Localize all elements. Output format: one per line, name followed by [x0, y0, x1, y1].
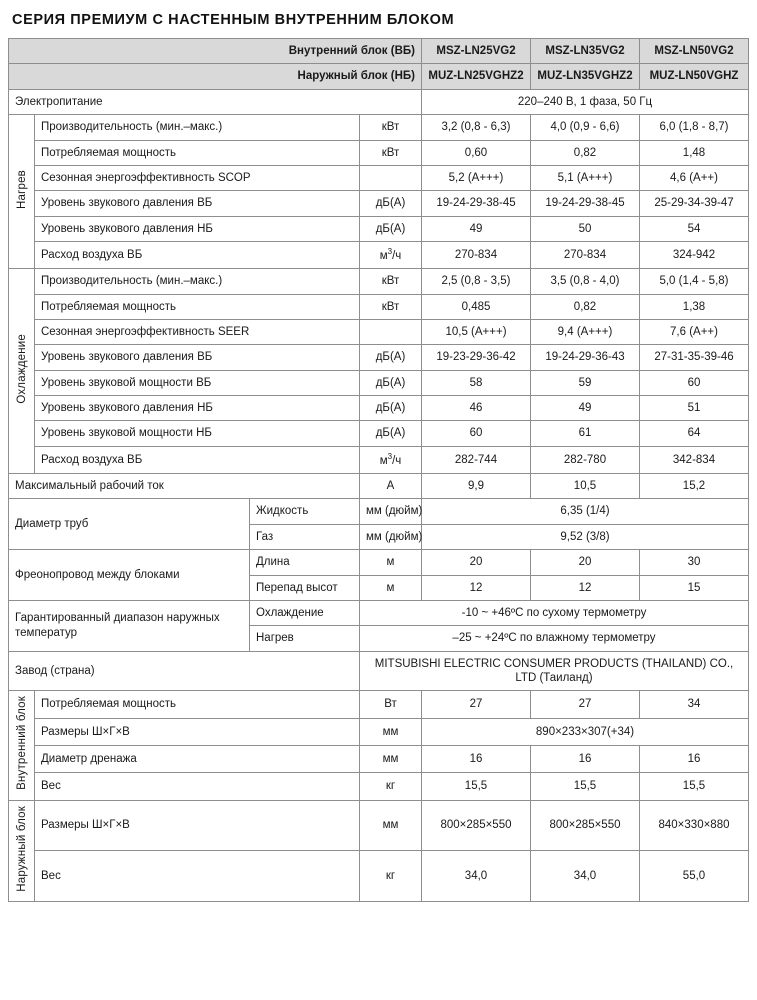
row-value-2: 0,82 — [531, 140, 640, 165]
row-value-1: 46 — [422, 396, 531, 421]
group-outdoor-unit-label: Наружный блок — [16, 805, 28, 892]
table-row — [9, 718, 749, 745]
row-value-2: 0,82 — [531, 294, 640, 319]
row-value-1: 58 — [422, 370, 531, 395]
row-value-2: 50 — [531, 216, 640, 241]
table-row — [9, 396, 749, 421]
row-value-2: 5,1 (A+++) — [531, 165, 640, 190]
row-value-3: 6,0 (1,8 - 8,7) — [640, 115, 749, 140]
table-row — [9, 319, 749, 344]
row-value-1: 60 — [422, 421, 531, 446]
row-value-3: 15 — [640, 575, 749, 600]
row-value-merged: 890×233×307(+34) — [422, 718, 749, 745]
row-unit — [360, 165, 422, 190]
row-unit: кВт — [360, 140, 422, 165]
row-unit: кВт — [360, 269, 422, 294]
row-value-1: 0,60 — [422, 140, 531, 165]
row-unit: дБ(А) — [360, 396, 422, 421]
row-value-1: 19-23-29-36-42 — [422, 345, 531, 370]
row-unit: дБ(А) — [360, 191, 422, 216]
row-value-merged: -10 ~ +46ºC по сухому термометру — [360, 600, 749, 625]
row-value-2: 12 — [531, 575, 640, 600]
row-value-1: 270-834 — [422, 242, 531, 269]
row-value-2: 4,0 (0,9 - 6,6) — [531, 115, 640, 140]
unit-suffix: /ч — [392, 249, 402, 262]
row-value-2: 19-24-29-36-43 — [531, 345, 640, 370]
row-value-merged: 6,35 (1/4) — [422, 499, 749, 524]
row-unit — [360, 242, 422, 269]
outdoor-unit-header-label: Наружный блок (НБ) — [9, 64, 422, 89]
row-value-1: 0,485 — [422, 294, 531, 319]
row-value-3: 34 — [640, 691, 749, 718]
row-value-1: 20 — [422, 550, 531, 575]
row-value-3: 16 — [640, 746, 749, 773]
group-outdoor-unit — [9, 800, 35, 901]
freon-line-label: Фреонопровод между блоками — [9, 550, 250, 601]
row-value-3: 1,48 — [640, 140, 749, 165]
group-heating — [9, 115, 35, 269]
page-title: СЕРИЯ ПРЕМИУМ С НАСТЕННЫМ ВНУТРЕННИМ БЛОКОМ — [12, 12, 455, 28]
row-value-3: 4,6 (A++) — [640, 165, 749, 190]
row-value-1: 27 — [422, 691, 531, 718]
row-value-2: 10,5 — [531, 474, 640, 499]
row-value-1: 34,0 — [422, 851, 531, 902]
pipe-diameter-label: Диаметр труб — [9, 499, 250, 550]
row-value-2: 49 — [531, 396, 640, 421]
row-unit: кВт — [360, 294, 422, 319]
unit-suffix: /ч — [392, 454, 402, 467]
row-unit: мм — [360, 800, 422, 851]
row-value-2: 16 — [531, 746, 640, 773]
row-value-2: 9,4 (A+++) — [531, 319, 640, 344]
table-row-temp-cooling — [9, 600, 749, 625]
table-row — [9, 115, 749, 140]
row-unit — [360, 446, 422, 473]
row-sublabel: Охлаждение — [250, 600, 360, 625]
table-row — [9, 746, 749, 773]
row-value-3: 15,5 — [640, 773, 749, 800]
row-label: Диаметр дренажа — [35, 746, 360, 773]
table-row — [9, 800, 749, 851]
row-value-3: 64 — [640, 421, 749, 446]
group-heating-label: Нагрев — [16, 169, 28, 209]
model-indoor-1: MSZ-LN25VG2 — [422, 39, 531, 64]
row-value-1: 3,2 (0,8 - 6,3) — [422, 115, 531, 140]
table-row-pipe-liquid — [9, 499, 749, 524]
row-value-3: 15,2 — [640, 474, 749, 499]
table-row — [9, 421, 749, 446]
row-unit: кг — [360, 851, 422, 902]
table-row — [9, 165, 749, 190]
row-value-3: 54 — [640, 216, 749, 241]
row-sublabel: Жидкость — [250, 499, 360, 524]
table-row — [9, 370, 749, 395]
row-value-1: 9,9 — [422, 474, 531, 499]
row-value-1: 16 — [422, 746, 531, 773]
row-label: Сезонная энергоэффективность SEER — [35, 319, 360, 344]
table-row — [9, 773, 749, 800]
row-unit: дБ(А) — [360, 370, 422, 395]
table-row — [9, 446, 749, 473]
row-value-3: 60 — [640, 370, 749, 395]
row-sublabel: Нагрев — [250, 626, 360, 651]
row-value-3: 7,6 (A++) — [640, 319, 749, 344]
row-label: Уровень звукового давления НБ — [35, 216, 360, 241]
row-label: Размеры Ш×Г×В — [35, 718, 360, 745]
table-row-max-current — [9, 474, 749, 499]
row-value-2: 27 — [531, 691, 640, 718]
row-value-1: 19-24-29-38-45 — [422, 191, 531, 216]
row-value-merged: 9,52 (3/8) — [422, 524, 749, 549]
row-value-2: 800×285×550 — [531, 800, 640, 851]
row-value-1: 49 — [422, 216, 531, 241]
row-unit: мм (дюйм) — [360, 499, 422, 524]
table-row — [9, 140, 749, 165]
row-label: Уровень звукового давления ВБ — [35, 191, 360, 216]
table-row — [9, 269, 749, 294]
factory-value: MITSUBISHI ELECTRIC CONSUMER PRODUCTS (THAILAND) CO., LTD (Таиланд) — [360, 651, 749, 691]
row-label: Уровень звуковой мощности НБ — [35, 421, 360, 446]
row-value-3: 30 — [640, 550, 749, 575]
group-indoor-unit — [9, 691, 35, 800]
row-unit: А — [360, 474, 422, 499]
unit-prefix: м — [379, 249, 388, 262]
row-value-1: 5,2 (A+++) — [422, 165, 531, 190]
row-value-3: 25-29-34-39-47 — [640, 191, 749, 216]
row-value-2: 59 — [531, 370, 640, 395]
row-value-merged: –25 ~ +24ºC по влажному термометру — [360, 626, 749, 651]
row-label: Вес — [35, 851, 360, 902]
table-row-indoor-models — [9, 39, 749, 64]
row-unit: дБ(А) — [360, 421, 422, 446]
row-unit: дБ(А) — [360, 345, 422, 370]
row-label: Вес — [35, 773, 360, 800]
group-cooling-label: Охлаждение — [16, 334, 28, 404]
table-row-freon-length — [9, 550, 749, 575]
row-label: Потребляемая мощность — [35, 294, 360, 319]
row-unit: мм — [360, 746, 422, 773]
row-value-1: 282-744 — [422, 446, 531, 473]
model-indoor-3: MSZ-LN50VG2 — [640, 39, 749, 64]
row-label: Производительность (мин.–макс.) — [35, 115, 360, 140]
table-row — [9, 345, 749, 370]
table-row — [9, 851, 749, 902]
model-indoor-2: MSZ-LN35VG2 — [531, 39, 640, 64]
group-cooling — [9, 269, 35, 474]
power-supply-value: 220–240 В, 1 фаза, 50 Гц — [422, 89, 749, 114]
power-supply-label: Электропитание — [9, 89, 422, 114]
row-value-2: 19-24-29-38-45 — [531, 191, 640, 216]
row-value-2: 34,0 — [531, 851, 640, 902]
row-label: Максимальный рабочий ток — [9, 474, 360, 499]
model-outdoor-1: MUZ-LN25VGHZ2 — [422, 64, 531, 89]
row-label: Уровень звуковой мощности ВБ — [35, 370, 360, 395]
specifications-table — [8, 38, 749, 902]
row-label: Расход воздуха ВБ — [35, 446, 360, 473]
row-unit: мм (дюйм) — [360, 524, 422, 549]
row-label: Потребляемая мощность — [35, 691, 360, 718]
row-value-1: 10,5 (A+++) — [422, 319, 531, 344]
row-value-3: 840×330×880 — [640, 800, 749, 851]
row-label: Производительность (мин.–макс.) — [35, 269, 360, 294]
row-unit — [360, 319, 422, 344]
row-value-2: 3,5 (0,8 - 4,0) — [531, 269, 640, 294]
row-value-3: 342-834 — [640, 446, 749, 473]
row-value-3: 51 — [640, 396, 749, 421]
group-indoor-unit-label: Внутренний блок — [16, 696, 28, 791]
indoor-unit-header-label: Внутренний блок (ВБ) — [9, 39, 422, 64]
factory-label: Завод (страна) — [9, 651, 360, 691]
row-value-1: 12 — [422, 575, 531, 600]
row-value-2: 270-834 — [531, 242, 640, 269]
row-label: Потребляемая мощность — [35, 140, 360, 165]
row-value-3: 5,0 (1,4 - 5,8) — [640, 269, 749, 294]
model-outdoor-2: MUZ-LN35VGHZ2 — [531, 64, 640, 89]
row-value-3: 55,0 — [640, 851, 749, 902]
model-outdoor-3: MUZ-LN50VGHZ — [640, 64, 749, 89]
table-row — [9, 691, 749, 718]
row-label: Расход воздуха ВБ — [35, 242, 360, 269]
row-value-1: 15,5 — [422, 773, 531, 800]
row-value-1: 2,5 (0,8 - 3,5) — [422, 269, 531, 294]
table-row — [9, 242, 749, 269]
table-row — [9, 216, 749, 241]
table-row — [9, 294, 749, 319]
row-label: Уровень звукового давления НБ — [35, 396, 360, 421]
row-sublabel: Перепад высот — [250, 575, 360, 600]
table-row-factory — [9, 651, 749, 691]
row-value-2: 61 — [531, 421, 640, 446]
row-unit: м — [360, 550, 422, 575]
table-row-outdoor-models — [9, 64, 749, 89]
row-sublabel: Газ — [250, 524, 360, 549]
row-value-3: 27-31-35-39-46 — [640, 345, 749, 370]
row-value-2: 20 — [531, 550, 640, 575]
row-unit: дБ(А) — [360, 216, 422, 241]
row-unit: мм — [360, 718, 422, 745]
table-row — [9, 191, 749, 216]
temp-range-label: Гарантированный диапазон наружных температур — [9, 600, 250, 651]
unit-superscript: 3 — [387, 451, 393, 461]
unit-prefix: м — [379, 454, 388, 467]
row-sublabel: Длина — [250, 550, 360, 575]
row-unit: Вт — [360, 691, 422, 718]
row-value-2: 15,5 — [531, 773, 640, 800]
row-value-1: 800×285×550 — [422, 800, 531, 851]
row-label: Размеры Ш×Г×В — [35, 800, 360, 851]
row-value-2: 282-780 — [531, 446, 640, 473]
row-label: Уровень звукового давления ВБ — [35, 345, 360, 370]
table-row-power-supply — [9, 89, 749, 114]
row-label: Сезонная энергоэффективность SCOP — [35, 165, 360, 190]
unit-superscript: 3 — [387, 247, 393, 256]
row-value-3: 324-942 — [640, 242, 749, 269]
row-unit: м — [360, 575, 422, 600]
row-unit: кг — [360, 773, 422, 800]
row-value-3: 1,38 — [640, 294, 749, 319]
row-unit: кВт — [360, 115, 422, 140]
